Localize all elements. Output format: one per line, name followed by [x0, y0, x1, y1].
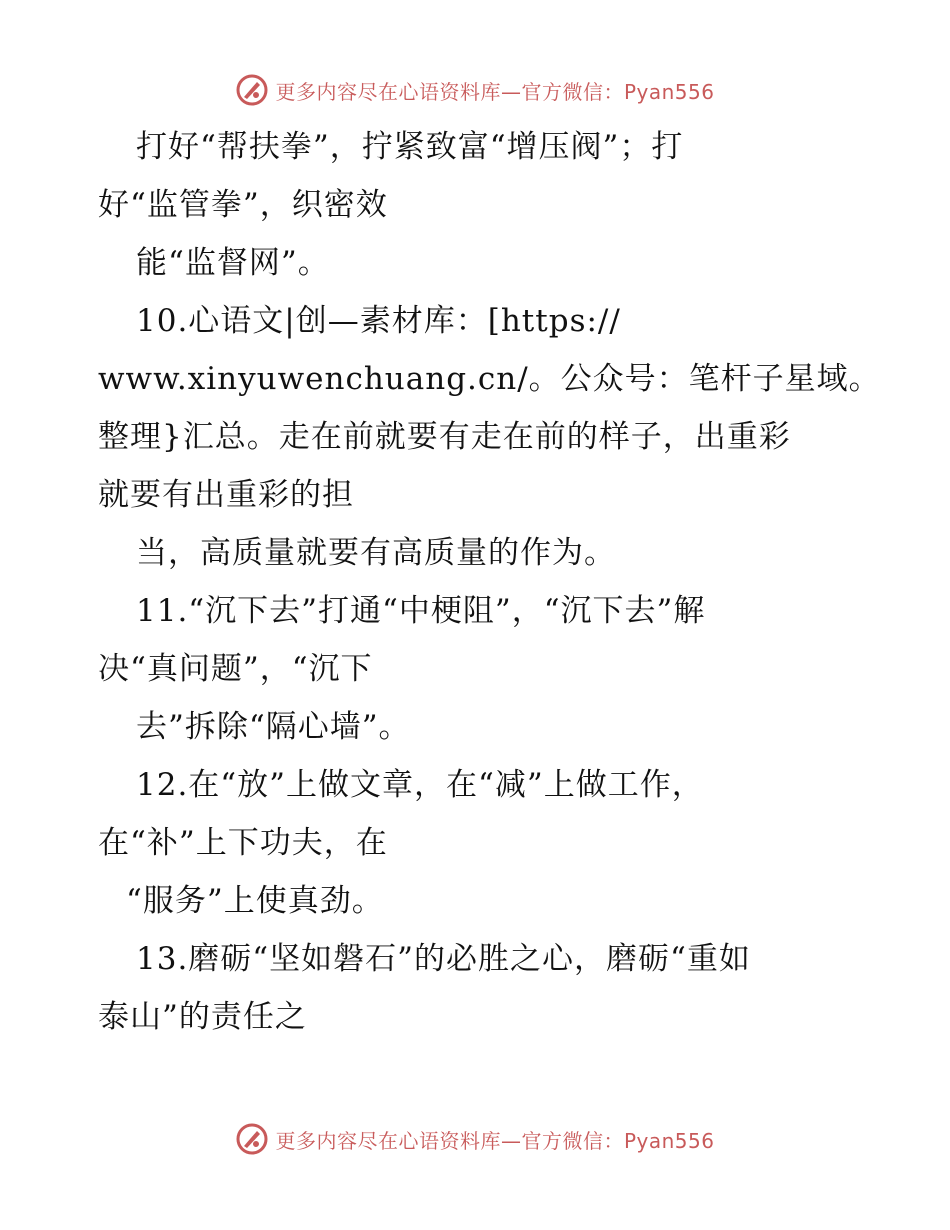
paragraph-line: 好“监管拳”，织密效	[98, 187, 388, 223]
paragraph-line: 13.磨砺“坚如磐石”的必胜之心，磨砺“重如	[136, 941, 751, 977]
paragraph-line: 泰山”的责任之	[98, 999, 307, 1035]
header-banner	[0, 70, 950, 110]
paragraph-line: 在“补”上下功夫，在	[98, 825, 388, 861]
paragraph-line: 12.在“放”上做文章，在“减”上做工作，	[136, 767, 704, 803]
paragraph-line: 决“真问题”，“沉下	[98, 651, 373, 687]
paragraph-line: 整理}汇总。走在前就要有走在前的样子，出重彩	[98, 419, 791, 455]
paragraph-line: 去”拆除“隔心墙”。	[136, 709, 411, 745]
paragraph-line: “服务”上使真劲。	[126, 883, 384, 919]
paragraph-line: 10.心语文|创—素材库：[https://	[136, 303, 621, 339]
paragraph-line: 就要有出重彩的担	[98, 477, 354, 513]
footer-banner	[0, 1119, 950, 1159]
paragraph-line: www.xinyuwenchuang.cn/。公众号：笔杆子星域。	[98, 361, 881, 397]
header-banner-text: 更多内容尽在心语资料库—官方微信：Pyan556	[275, 79, 715, 104]
paragraph-line: 当，高质量就要有高质量的作为。	[136, 535, 616, 571]
red-circle-logo-icon	[235, 1122, 269, 1156]
footer-banner-text: 更多内容尽在心语资料库—官方微信：Pyan556	[275, 1128, 715, 1153]
paragraph-line: 打好“帮扶拳”，拧紧致富“增压阀”；打	[136, 129, 684, 165]
red-circle-logo-icon	[235, 73, 269, 107]
paragraph-line: 能“监督网”。	[136, 245, 330, 281]
document-body	[98, 118, 881, 1046]
paragraph-line: 11.“沉下去”打通“中梗阻”，“沉下去”解	[136, 593, 706, 629]
